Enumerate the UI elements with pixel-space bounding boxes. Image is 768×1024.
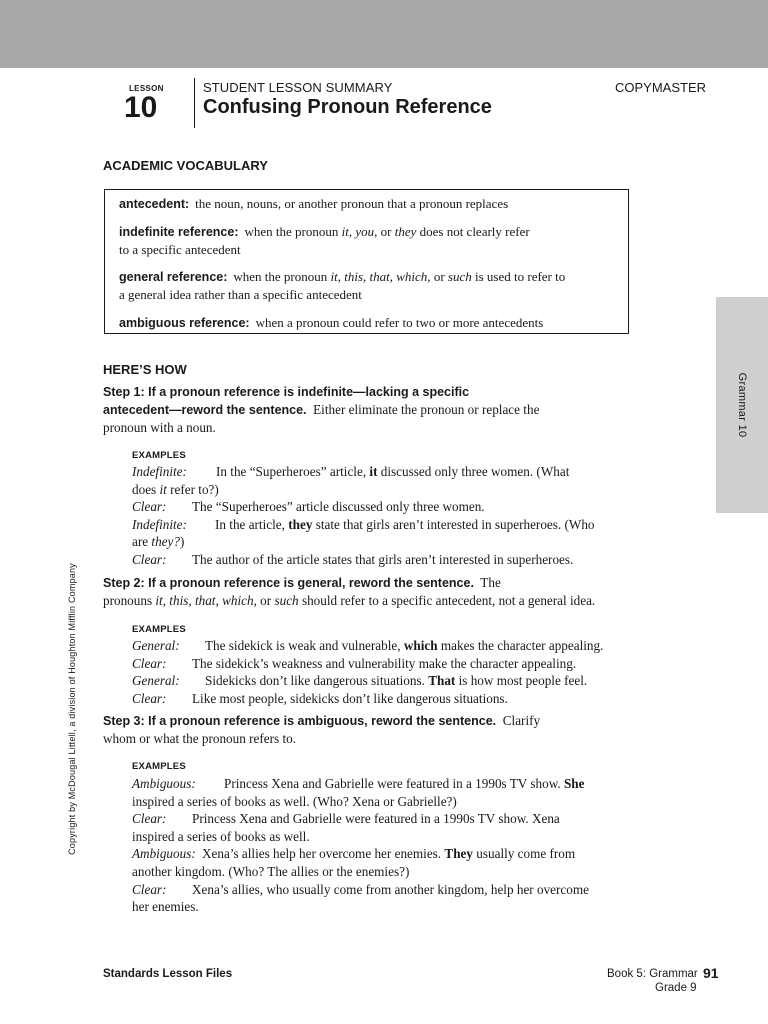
step-2-text: such [274,593,299,608]
example-line [132,690,632,708]
vocab-term: antecedent: [119,197,190,211]
step-3-text: whom or what the pronoun refers to. [103,731,297,746]
heres-how-heading: HERE’S HOW [103,362,187,377]
example-line [132,516,632,534]
vocab-entry-ambiguous [119,314,619,332]
copymaster-label: COPYMASTER [615,80,707,95]
step-3-examples [132,775,632,916]
example-line [132,898,632,916]
example-text: Princess Xena and Gabrielle were featured in a 1990s TV show. [224,776,564,791]
example-text: refer to?) [166,481,219,497]
example-tag: Clear: [132,811,167,827]
example-text: inspired a series of books as well. [132,828,310,844]
step-1-text: pronoun with a noun. [103,420,216,435]
vocab-definition: a general idea rather than a specific antecedent [119,287,362,302]
example-pronoun: That [428,673,456,689]
vocab-entry-general [119,268,619,303]
example-tag: Ambiguous: [132,846,196,862]
example-text: Sidekicks don’t like dangerous situations. [205,673,429,689]
example-pronoun: which [403,638,438,653]
step-2-examples [132,637,632,707]
example-text: The sidekick is weak and vulnerable, [205,638,404,653]
summary-label: STUDENT LESSON SUMMARY [203,80,393,95]
vocab-definition: the noun, nouns, or another pronoun that a pronoun replaces [195,196,509,211]
example-text: Like most people, sidekicks don’t like dangerous situations. [192,690,508,706]
example-tag: General: [132,638,180,653]
step-1-examples [132,463,632,569]
example-tag: Clear: [132,655,167,671]
vocab-term: ambiguous reference: [119,316,250,330]
page-number: 91 [703,965,719,981]
step-2-text: The [480,575,501,590]
example-text: discussed only three women. (What [377,464,570,479]
example-text: Xena’s allies help her overcome her enemies. [202,846,445,862]
example-text: makes the character appealing. [437,638,604,653]
example-line [132,863,632,881]
side-tab-label: Grammar 10 [736,372,748,438]
example-text: The sidekick’s weakness and vulnerability make the character appealing. [192,655,577,671]
example-line [132,881,632,899]
examples-label: EXAMPLES [132,624,186,635]
example-tag: Indefinite: [132,464,187,479]
example-tag: Clear: [132,881,167,897]
vocab-definition: or [377,224,395,239]
step-3-rule: Step 3: If a pronoun reference is ambiguous, reword the sentence. [103,714,497,728]
example-text: inspired a series of books as well. (Who? Xena or Gabrielle?) [132,793,457,809]
step-2-text: it, this, that, which, [155,593,257,608]
page-title: Confusing Pronoun Reference [203,96,492,118]
step-1-rule: antecedent—reword the sentence. [103,403,307,417]
copyright-notice: Copyright by McDougal Littell, a division of Houghton Mifflin Company [67,563,77,855]
vocab-term: indefinite reference: [119,225,239,239]
step-1-text: Either eliminate the pronoun or replace the [313,402,540,417]
example-text: usually come from [472,846,576,862]
vocab-term: general reference: [119,270,228,284]
step-2-rule: Step 2: If a pronoun reference is general, reword the sentence. [103,576,474,590]
example-text: Princess Xena and Gabrielle were featured in a 1990s TV show. Xena [192,811,560,827]
example-line [132,481,632,499]
example-line [132,672,632,690]
example-text: state that girls aren’t interested in superheroes. (Who [312,516,595,532]
example-tag: General: [132,673,180,689]
example-line [132,793,632,811]
step-2 [103,574,633,610]
step-3 [103,712,633,748]
vocab-definition: does not clearly refer [416,224,530,239]
step-2-text: pronouns [103,593,156,608]
examples-label: EXAMPLES [132,450,186,461]
footer-title: Standards Lesson Files [103,968,233,980]
step-1 [103,383,633,437]
example-text: is how most people feel. [455,673,588,689]
example-text: The author of the article states that girls aren’t interested in superheroes. [192,551,574,567]
example-text: In the “Superheroes” article, [216,464,370,479]
vocab-definition: when the pronoun [244,224,342,239]
step-2-text: or [256,593,275,608]
vocabulary-heading: ACADEMIC VOCABULARY [103,158,268,173]
example-tag: Clear: [132,690,167,706]
example-pronoun: She [563,776,585,791]
example-text: In the article, [215,516,289,532]
example-line [132,775,632,793]
vocabulary-box [104,189,629,334]
lesson-label: LESSON [129,84,164,93]
example-text: another kingdom. (Who? The allies or the enemies?) [132,863,410,879]
example-line [132,533,632,551]
example-line [132,551,632,569]
vocab-definition-emphasis: such [447,269,472,284]
example-text: does [132,481,160,497]
vocab-definition: when a pronoun could refer to two or more antecedents [255,315,544,330]
example-tag: Indefinite: [132,516,187,532]
top-band [0,0,768,68]
example-tag: Clear: [132,551,167,567]
vocab-entry-antecedent [119,195,619,213]
vocab-definition: or [430,269,448,284]
examples-label: EXAMPLES [132,761,186,772]
step-3-text: Clarify [502,713,541,728]
example-pronoun: it [369,464,378,479]
example-tag: Clear: [132,499,167,515]
vocab-definition-emphasis: they [394,224,417,239]
example-line [132,810,632,828]
example-line [132,498,632,516]
example-line [132,463,632,481]
step-2-text: should refer to a specific antecedent, not a general idea. [298,593,596,608]
footer-grade: Grade 9 [655,982,697,994]
example-line [132,845,632,863]
vocab-definition: is used to refer to [471,269,566,284]
footer-book: Book 5: Grammar [607,968,698,980]
example-text: are [132,534,152,550]
example-text: her enemies. [132,899,199,915]
example-pronoun: they [288,516,313,532]
vocab-definition-emphasis: it, you, [341,224,378,239]
example-text: they? [151,534,180,550]
step-1-rule: Step 1: If a pronoun reference is indefinite—lacking a specific [103,385,470,399]
example-tag: Ambiguous: [132,776,196,791]
vocab-entry-indefinite [119,223,619,258]
vocab-definition: to a specific antecedent [119,242,241,257]
example-pronoun: They [444,846,473,862]
lesson-number: 10 [124,91,158,124]
example-text: it [159,481,167,497]
example-line [132,655,632,673]
example-text: The “Superheroes” article discussed only three women. [192,499,485,515]
example-text: ) [179,534,185,550]
vocab-definition-emphasis: it, this, that, which, [330,269,431,284]
vocab-definition: when the pronoun [233,269,331,284]
example-line [132,637,632,655]
header-divider [194,78,195,128]
example-line [132,828,632,846]
example-text: Xena’s allies, who usually come from another kingdom, help her overcome [192,881,589,897]
